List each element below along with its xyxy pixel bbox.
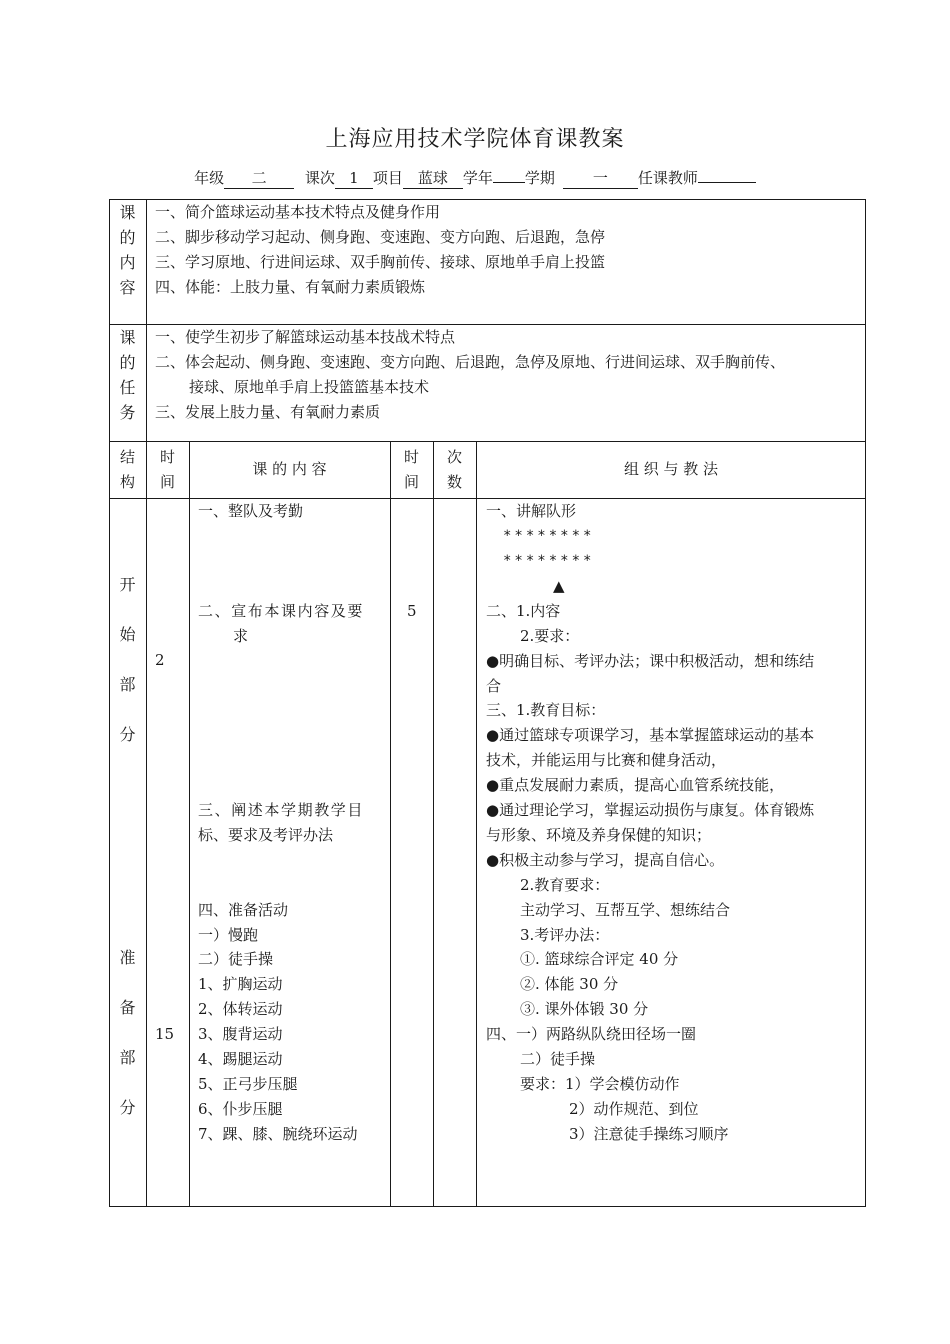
- content-item: 四、准备活动: [198, 901, 289, 919]
- project-value: 蓝球: [403, 168, 463, 189]
- content-item: 1、扩胸运动: [198, 975, 283, 993]
- header-count: [433, 445, 476, 495]
- divider-task-header: [109, 441, 866, 442]
- start-part-label: [109, 572, 146, 772]
- header-char: 结: [119, 448, 135, 466]
- time2-column-divider: [433, 441, 434, 1207]
- method-line: 四、一）两路纵队绕田径场一圈: [486, 1025, 697, 1043]
- task-line: 接球、原地单手肩上投篮篮基本技术: [189, 378, 430, 396]
- task-label-char: 任: [119, 378, 136, 397]
- header-char: 间: [159, 473, 175, 491]
- teacher-value: [698, 182, 756, 183]
- method-line: 三、1.教育目标：: [486, 701, 606, 719]
- content-item: 二、宣布本课内容及要: [198, 602, 365, 620]
- method-line: 二、1.内容: [486, 602, 561, 620]
- header-time2: [390, 445, 433, 495]
- meta-line: [0, 167, 950, 189]
- header-char: 次: [446, 448, 462, 466]
- content-label-char: 的: [119, 228, 136, 247]
- method-line: 2.要求：: [520, 627, 580, 645]
- formation-stars: ********: [503, 528, 595, 544]
- start-part-time: 2: [155, 651, 165, 669]
- page-title: 上海应用技术学院体育课教案: [325, 127, 625, 152]
- content-line: 一、简介篮球运动基本技术特点及健身作用: [155, 203, 441, 221]
- content-item: 3、腹背运动: [198, 1025, 283, 1043]
- content-line: 三、学习原地、行进间运球、双手胸前传、接球、原地单手肩上投篮: [155, 253, 606, 271]
- task-section-label: [109, 325, 146, 425]
- content-item: 7、踝、膝、腕绕环运动: [198, 1125, 358, 1143]
- method-line: 技术，并能运用与比赛和健身活动，: [486, 751, 727, 769]
- method-line: 2.教育要求：: [520, 876, 610, 894]
- method-line: ①. 篮球综合评定 40 分: [520, 950, 679, 968]
- header-char: 构: [119, 473, 135, 491]
- header-char: 间: [403, 473, 419, 491]
- prep-label-char: 分: [119, 1098, 136, 1117]
- start-label-char: 部: [119, 675, 136, 694]
- grade-label: 年级: [194, 169, 225, 187]
- method-line: 主动学习、互帮互学、想练结合: [520, 901, 731, 919]
- content-column-divider: [390, 441, 391, 1207]
- content-item: 2、体转运动: [198, 1000, 283, 1018]
- task-label-char: 课: [119, 328, 136, 347]
- content-line: 四、体能：上肢力量、有氧耐力素质锻炼: [155, 278, 426, 296]
- method-line: ●通过篮球专项课学习，基本掌握篮球运动的基本: [486, 726, 815, 744]
- time-column-divider: [189, 441, 190, 1207]
- formation-stars: ********: [503, 553, 595, 569]
- header-char: 时: [159, 448, 175, 466]
- grade-value: 二: [224, 168, 294, 189]
- header-char: 时: [403, 448, 419, 466]
- content-line: 二、脚步移动学习起动、侧身跑、变速跑、变方向跑、后退跑，急停: [155, 228, 606, 246]
- content-item: 标、要求及考评办法: [198, 826, 334, 844]
- content-label-char: 课: [119, 203, 136, 222]
- method-line: 3.考评办法：: [520, 926, 610, 944]
- task-line: 二、体会起动、侧身跑、变速跑、变方向跑、后退跑，急停及原地、行进间运球、双手胸前传、: [155, 353, 786, 371]
- content-item: 6、仆步压腿: [198, 1100, 283, 1118]
- prep-part-time: 15: [155, 1025, 175, 1043]
- content-item: 一）慢跑: [198, 926, 259, 944]
- task-label-char: 务: [119, 403, 136, 422]
- start-label-char: 开: [119, 575, 136, 594]
- prep-label-char: 部: [119, 1048, 136, 1067]
- method-line: 3）注意徒手操练习顺序: [569, 1125, 729, 1143]
- task-line: 一、使学生初步了解篮球运动基本技战术特点: [155, 328, 456, 346]
- content-label-char: 内: [119, 253, 136, 272]
- year-value: [493, 182, 525, 183]
- content-item: 求: [233, 627, 249, 645]
- teacher-triangle-icon: ▲: [553, 577, 565, 595]
- prep-label-char: 准: [119, 948, 136, 967]
- project-label: 项目: [372, 169, 403, 187]
- method-line: 合: [486, 677, 502, 695]
- teacher-label: 任课教师: [637, 169, 698, 187]
- method-line: 一、讲解队形: [486, 502, 577, 520]
- method-line: ●积极主动参与学习，提高自信心。: [486, 851, 725, 869]
- method-line: 与形象、环境及养身保健的知识；: [486, 826, 712, 844]
- year-label: 学年: [462, 169, 493, 187]
- term-value: 一: [563, 168, 638, 189]
- term-label: 学期: [524, 169, 555, 187]
- header-time: [146, 445, 189, 495]
- start-label-char: 始: [119, 625, 136, 644]
- label-column-divider: [146, 199, 147, 1207]
- start-label-char: 分: [119, 725, 136, 744]
- method-line: ②. 体能 30 分: [520, 975, 619, 993]
- header-structure: [109, 445, 146, 495]
- content-item: 三、阐述本学期教学目: [198, 801, 365, 819]
- method-line: 二）徒手操: [520, 1050, 596, 1068]
- content-item: 一、整队及考勤: [198, 502, 304, 520]
- content-item: 4、踢腿运动: [198, 1050, 283, 1068]
- prep-part-label: [109, 945, 146, 1145]
- method-line: ●明确目标、考评办法；课中积极活动，想和练结: [486, 652, 815, 670]
- lesson-label: 课次: [304, 169, 335, 187]
- item2-time: 5: [407, 602, 417, 620]
- method-line: ③. 课外体锻 30 分: [520, 1000, 649, 1018]
- task-line: 三、发展上肢力量、有氧耐力素质: [155, 403, 381, 421]
- method-line: ●通过理论学习，掌握运动损伤与康复。体育锻炼: [486, 801, 815, 819]
- content-label-char: 容: [119, 278, 136, 297]
- method-line: 2）动作规范、到位: [569, 1100, 699, 1118]
- header-content: 课 的 内 容: [252, 460, 327, 478]
- content-item: 二）徒手操: [198, 950, 274, 968]
- header-char: 数: [446, 473, 462, 491]
- lesson-value: 1: [335, 168, 373, 189]
- content-item: 5、正弓步压腿: [198, 1075, 298, 1093]
- method-line: 要求：1）学会模仿动作: [520, 1075, 680, 1093]
- count-column-divider: [476, 441, 477, 1207]
- method-line: ●重点发展耐力素质，提高心血管系统技能，: [486, 776, 785, 794]
- header-method: 组 织 与 教 法: [623, 460, 719, 478]
- prep-label-char: 备: [119, 998, 136, 1017]
- task-label-char: 的: [119, 353, 136, 372]
- content-section-label: [109, 200, 146, 300]
